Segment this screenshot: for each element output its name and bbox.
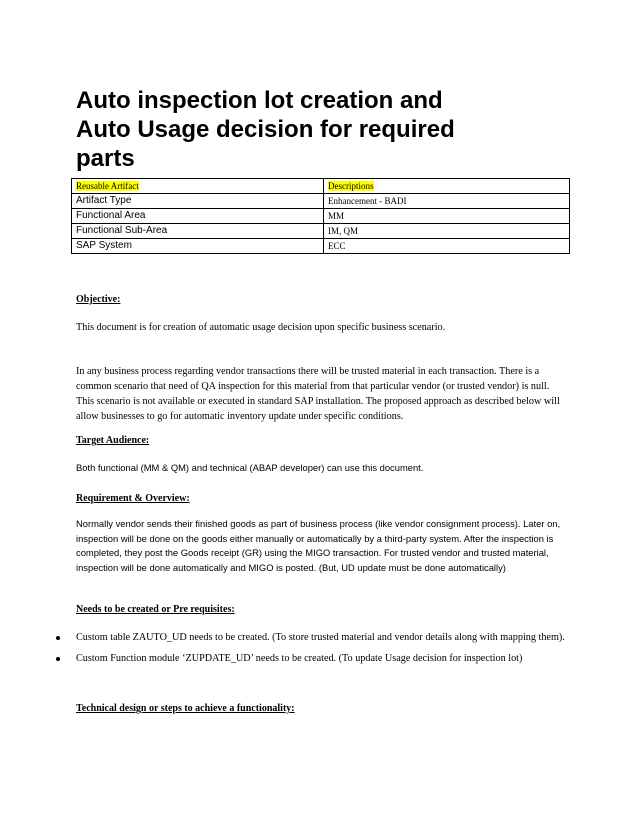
- title-line-2: Auto Usage decision for required: [76, 116, 455, 143]
- header-cell-artifact: [72, 179, 324, 194]
- row-value: MM: [324, 209, 570, 224]
- list-item: [56, 630, 566, 645]
- requirement-heading: Requirement & Overview:: [76, 493, 190, 504]
- title-line-1: Auto inspection lot creation and: [76, 87, 443, 114]
- table-row: [72, 224, 570, 239]
- list-item-text: Custom Function module ‘ZUPDATE_UD’ needs to be created. (To update Usage decision for inspection lot): [76, 653, 523, 664]
- bullet-icon: [56, 657, 60, 661]
- document-title: [76, 86, 536, 173]
- row-label: Functional Sub-Area: [72, 224, 324, 239]
- header-cell-descriptions: [324, 179, 570, 194]
- row-value: IM, QM: [324, 224, 570, 239]
- row-value: ECC: [324, 239, 570, 254]
- list-item-text: Custom table ZAUTO_UD needs to be created. (To store trusted material and vendor details along with mapping them).: [76, 632, 565, 643]
- artifact-table-header: [72, 179, 570, 194]
- row-label: Functional Area: [72, 209, 324, 224]
- table-row: [72, 209, 570, 224]
- requirement-text: Normally vendor sends their finished goods as part of business process (like vendor consignment process). Later on, inspection will be done on the goods either manually or automatically by a third-party system. After the inspection is completed, they post the Goods receipt (GR) using the MIGO transaction. For trusted vendor and trusted material, inspection will be done automatically and MIGO is posted. (But, UD update must be done automatically): [76, 518, 561, 573]
- technical-heading: Technical design or steps to achieve a functionality:: [76, 703, 295, 714]
- objective-heading: Objective:: [76, 294, 121, 305]
- needs-heading: Needs to be created or Pre requisites:: [76, 604, 235, 615]
- needs-list: [56, 630, 566, 672]
- list-item: [56, 651, 566, 666]
- target-audience-text: Both functional (MM & QM) and technical (ABAP developer) can use this document.: [76, 462, 424, 473]
- header-reusable-artifact: Reusable Artifact: [76, 181, 139, 191]
- objective-paragraph-2: In any business process regarding vendor transactions there will be trusted material in each transaction. There is a common scenario that need of QA inspection for this material from that particular vendor (or trusted vendor) is null. This scenario is not available or executed in standard SAP installation. The proposed approach as described below will allow businesses to go for automatic inventory update under specific conditions.: [76, 366, 560, 422]
- artifact-table: [71, 178, 570, 254]
- bullet-icon: [56, 636, 60, 640]
- objective-paragraph-1: This document is for creation of automatic usage decision upon specific business scenario.: [76, 322, 446, 333]
- header-descriptions: Descriptions: [328, 181, 374, 191]
- table-row: [72, 239, 570, 254]
- table-row: [72, 194, 570, 209]
- row-label: SAP System: [72, 239, 324, 254]
- title-line-3: parts: [76, 145, 135, 172]
- row-label: Artifact Type: [72, 194, 324, 209]
- row-value: Enhancement - BADI: [324, 194, 570, 209]
- target-audience-heading: Target Audience:: [76, 435, 150, 446]
